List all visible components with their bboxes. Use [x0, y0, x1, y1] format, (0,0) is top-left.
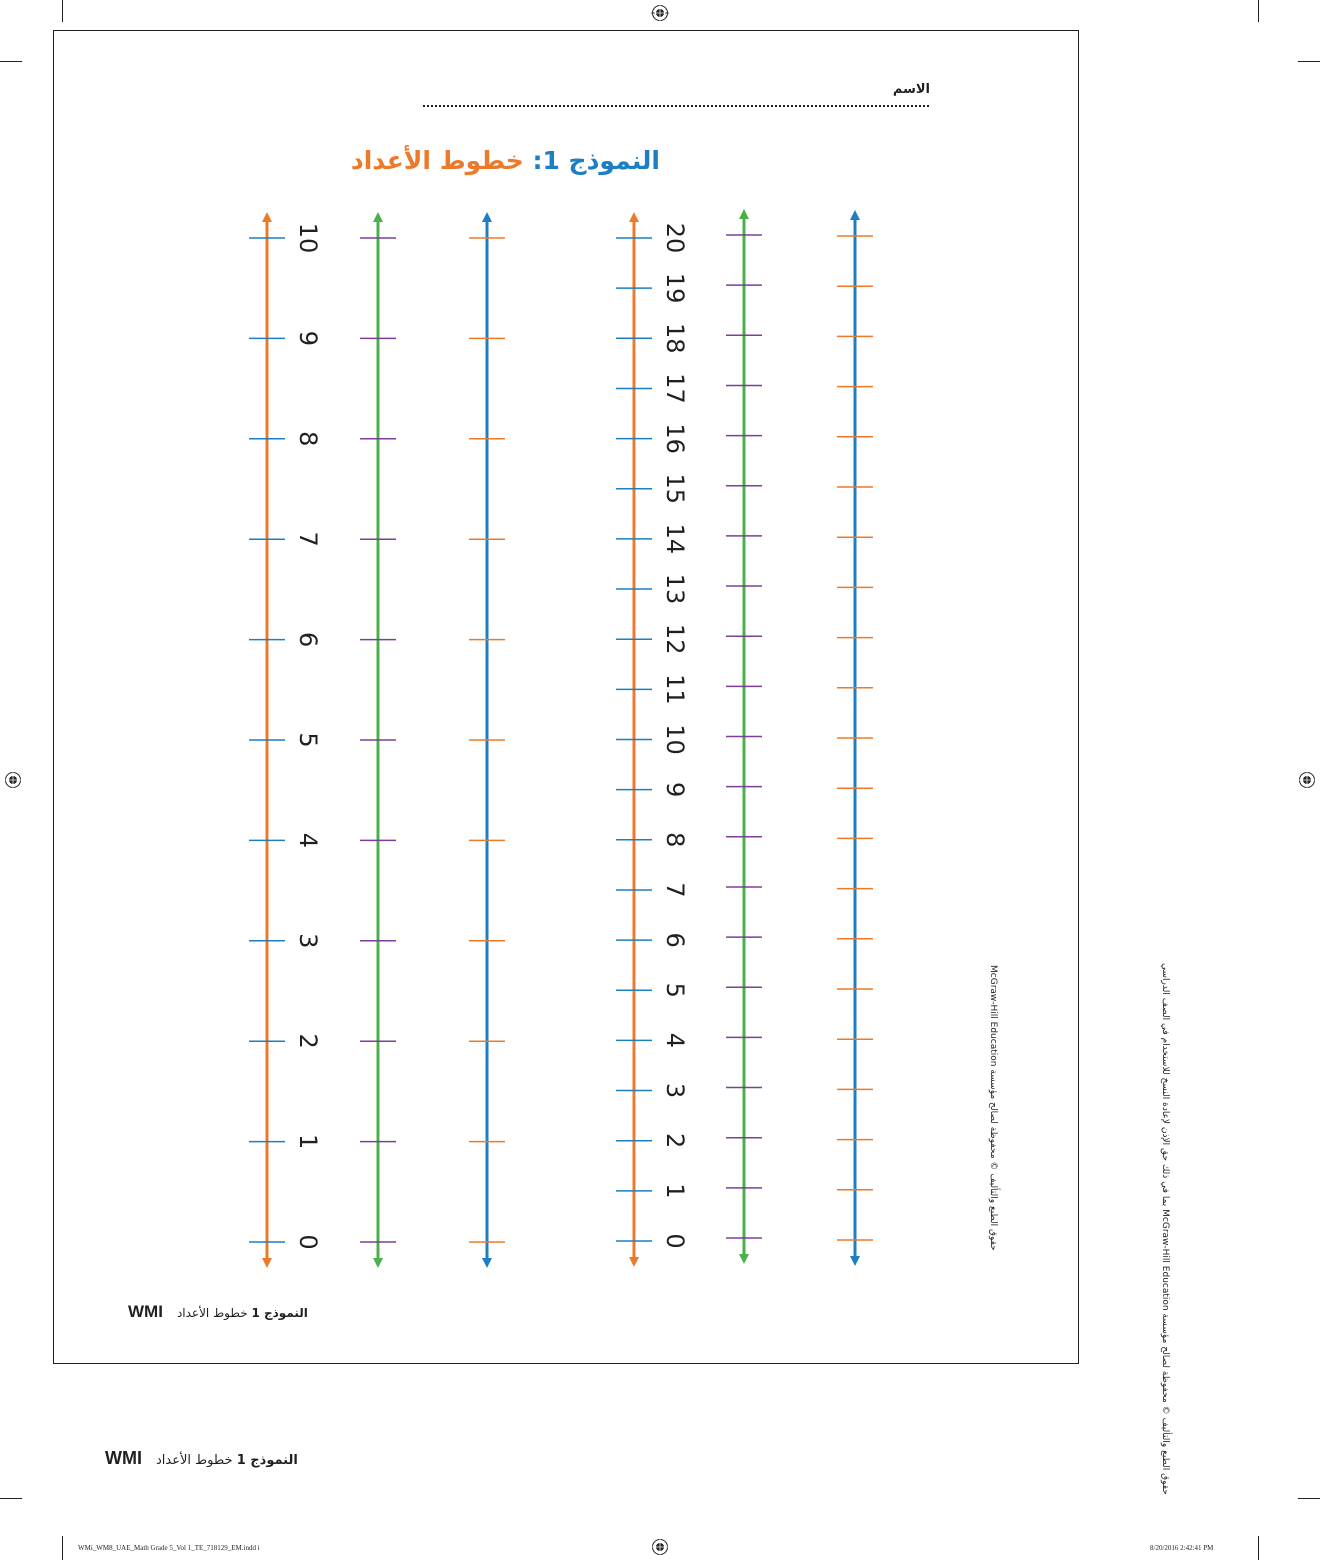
tick-label: 11 [661, 674, 689, 705]
footer-name: خطوط الأعداد [155, 1453, 233, 1468]
arrow-down-icon [850, 1256, 860, 1266]
tick-label: 2 [661, 1133, 689, 1149]
footer-name: خطوط الأعداد [176, 1306, 248, 1320]
tick-label: 10 [661, 724, 689, 755]
tick-label: 18 [661, 323, 689, 354]
tick-label: 19 [661, 272, 689, 304]
inner-footer [128, 1302, 308, 1322]
footer-code: WMI [128, 1302, 163, 1321]
name-label: الاسم [892, 82, 930, 97]
arrow-down-icon [629, 1257, 639, 1267]
tick-label: 13 [661, 573, 689, 605]
tick-label: 0 [294, 1234, 322, 1250]
tick-label: 6 [294, 631, 322, 648]
arrow-up-icon [373, 212, 383, 222]
tick-label: 0 [661, 1233, 689, 1249]
arrow-up-icon [482, 212, 492, 222]
tick-label: 7 [661, 882, 689, 898]
arrow-down-icon [262, 1258, 272, 1268]
tick-label: 15 [661, 473, 689, 505]
tick-label: 9 [294, 330, 322, 347]
tick-label: 5 [661, 982, 689, 998]
tick-label: 4 [294, 832, 322, 849]
tick-label: 3 [294, 933, 322, 949]
tick-label: 1 [661, 1183, 689, 1199]
tick-label: 8 [294, 431, 322, 447]
tick-label: 1 [294, 1133, 322, 1150]
arrow-up-icon [850, 210, 860, 220]
title-prefix: النموذج 1: [532, 146, 660, 175]
arrow-down-icon [373, 1258, 383, 1268]
arrow-down-icon [739, 1254, 749, 1264]
tick-label: 9 [661, 782, 689, 798]
outer-footer [105, 1448, 298, 1469]
copyright-outer: حقوق الطبع والتأليف © محفوظة لصالح مؤسسة McGraw-Hill Education بما في ذلك حق الإذن لإعادة النسخ للاستخدام في الصف الدراسي [1160, 963, 1170, 1495]
arrow-up-icon [262, 212, 272, 222]
arrow-down-icon [482, 1258, 492, 1268]
slug-file: WMi_WM8_UAE_Math Grade 5_Vol 1_TE_718129_EM.indd i [78, 1544, 260, 1552]
tick-label: 7 [294, 531, 322, 547]
tick-label: 16 [661, 423, 689, 454]
arrow-up-icon [629, 212, 639, 222]
tick-label: 14 [661, 523, 689, 555]
footer-label [177, 1306, 308, 1320]
tick-label: 17 [661, 373, 689, 404]
tick-label: 12 [661, 623, 689, 655]
tick-label: 2 [294, 1033, 322, 1049]
footer-prefix: النموذج 1 [236, 1453, 298, 1468]
tick-label: 5 [294, 732, 322, 748]
arrow-up-icon [739, 209, 749, 219]
tick-label: 20 [661, 222, 689, 254]
footer-code: WMI [105, 1448, 142, 1468]
footer-prefix: النموذج 1 [251, 1306, 308, 1320]
tick-label: 4 [661, 1032, 689, 1049]
title-name: خطوط الأعداد [350, 146, 524, 175]
copyright-inner: حقوق الطبع والتأليف © محفوظة لصالح مؤسسة McGraw-Hill Education [988, 965, 998, 1251]
tick-label: 10 [294, 222, 322, 254]
tick-label: 8 [661, 832, 689, 848]
tick-label: 3 [661, 1082, 689, 1099]
slug-timestamp: 8/20/2016 2:42:41 PM [1150, 1544, 1214, 1552]
footer-label [156, 1453, 298, 1468]
tick-label: 6 [661, 932, 689, 948]
